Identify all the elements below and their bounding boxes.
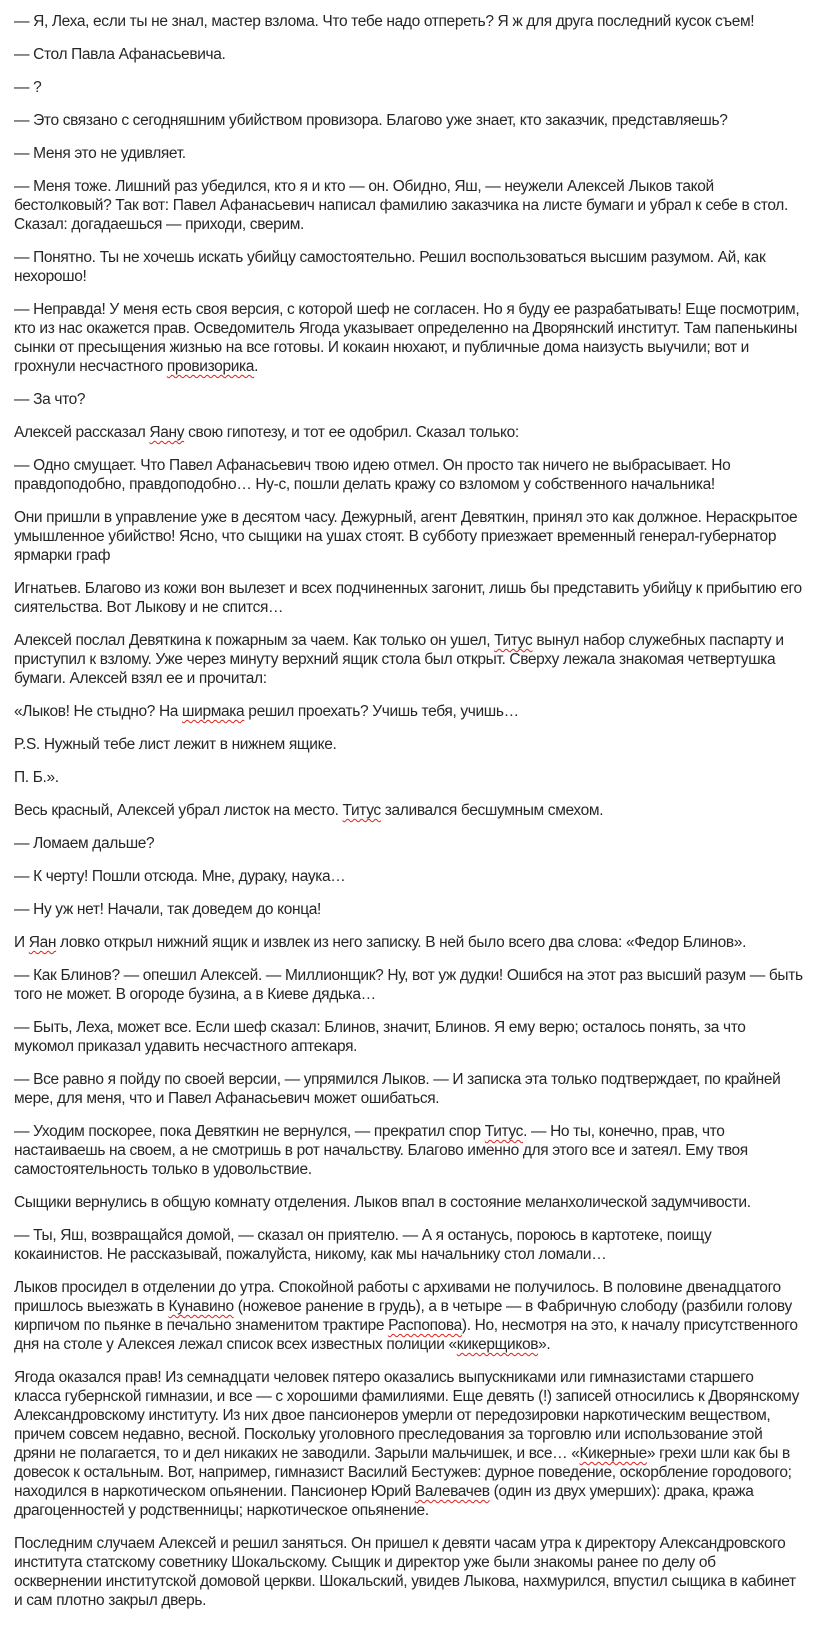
paragraph: Сыщики вернулись в общую комнату отделения. Лыков впал в состояние меланхолической задумчивости. — [14, 1194, 751, 1211]
paragraph: — Меня тоже. Лишний раз убедился, кто я и кто — он. Обидно, Яш, — неужели Алексей Лыков такой бестолковый? Так вот: Павел Афанасьевич написал фамилию заказчика на листе бумаги и убрал к себе в стол. Сказал: догадаешься — приходи, сверим. — [14, 178, 788, 233]
paragraph: Ягода оказался прав! Из семнадцати человек пятеро оказались выпускниками или гимназистами старшего класса губернской гимназии, и все — с хорошими фамилиями. Еще девять (!) записей относились к Дворянскому Александровскому институту. Из них двое пансионеров умерли от передозировки наркотическим веществом, причем совсем недавно, весной. Поскольку уголовного преследования за торговлю или использование этой дряни не полагается, то и дел никаких не заводили. Зарыли мальчишек, и все… «Кикерные» грехи шли как бы в довесок к остальным. Вот, например, гимназист Василий Бестужев: дурное поведение, оскорбление городового; находился в наркотическом опьянении. Пансионер Юрий Валевачев (один из двух умерших): драка, кража драгоценностей у родственницы; наркотическое опьянение. — [14, 1369, 799, 1519]
misspelled-word: Яан — [28, 934, 57, 951]
misspelled-word: Титус — [494, 632, 533, 649]
misspelled-word: ширмака — [182, 703, 245, 720]
paragraph: — Меня это не удивляет. — [14, 145, 186, 162]
misspelled-word: Титус — [484, 1123, 524, 1140]
paragraph: Весь красный, Алексей убрал листок на место. Титус заливался бесшумным смехом. — [14, 802, 604, 819]
paragraph: — Уходим поскорее, пока Девяткин не вернулся, — прекратил спор Титус. — Но ты, конечно, прав, что настаиваешь на своем, а не смотришь в рот начальству. Благово именно для этого все и затеял. Ему твоя самостоятельность только в удовольствие. — [14, 1123, 748, 1178]
paragraph: — Ну уж нет! Начали, так доведем до конца! — [14, 901, 321, 918]
paragraph: Алексей послал Девяткина к пожарным за чаем. Как только он ушел, Титус вынул набор служебных паспарту и приступил к взлому. Уже через минуту верхний ящик стола был открыт. Сверху лежала знакомая четвертушка бумаги. Алексей взял ее и прочитал: — [14, 632, 784, 687]
paragraph: — К черту! Пошли отсюда. Мне, дураку, наука… — [14, 868, 346, 885]
misspelled-word: Распопова — [388, 1317, 462, 1334]
misspelled-word: Яану — [149, 424, 185, 441]
paragraph: P.S. Нужный тебе лист лежит в нижнем ящике. — [14, 736, 337, 753]
paragraph: «Лыков! Не стыдно? На ширмака решил проехать? Учишь тебя, учишь… — [14, 703, 519, 720]
misspelled-word: провизорика — [166, 358, 255, 375]
paragraph: — Понятно. Ты не хочешь искать убийцу самостоятельно. Решил воспользоваться высшим разумом. Ай, как нехорошо! — [14, 249, 766, 285]
misspelled-word: кикерщиков — [456, 1336, 539, 1353]
paragraph: Лыков просидел в отделении до утра. Спокойной работы с архивами не получилось. В половине двенадцатого пришлось выезжать в Кунавино (ножевое ранение в грудь), а в четыре — в Фабричную слободу (разбили голову кирпичом по пьянке в печально знаменитом трактире Распопова). Но, несмотря на это, к началу присутственного дня на столе у Алексея лежал список всех известных полиции «кикерщиков». — [14, 1279, 798, 1353]
paragraph: — За что? — [14, 391, 86, 408]
paragraph: — Это связано с сегодняшним убийством провизора. Благово уже знает, кто заказчик, представляешь? — [14, 112, 728, 129]
paragraph: — Одно смущает. Что Павел Афанасьевич твою идею отмел. Он просто так ничего не выбрасывает. Но правдоподобно, правдоподобно… Ну-с, пошли делать кражу со взломом у собственного начальника! — [14, 457, 731, 493]
misspelled-word: Кикерные — [579, 1445, 647, 1462]
paragraph: — Стол Павла Афанасьевича. — [14, 46, 226, 63]
misspelled-word: Валевачев — [414, 1483, 490, 1500]
paragraph: — Я, Леха, если ты не знал, мастер взлома. Что тебе надо отпереть? Я ж для друга последний кусок съем! — [14, 13, 755, 30]
paragraph: Они пришли в управление уже в десятом часу. Дежурный, агент Девяткин, принял это как должное. Нераскрытое умышленное убийство! Ясно, что сыщики на ушах стоят. В субботу приезжает временный генерал-губернатор ярмарки граф — [14, 509, 798, 564]
paragraph: Алексей рассказал Яану свою гипотезу, и тот ее одобрил. Сказал только: — [14, 424, 519, 441]
paragraph: — ? — [14, 79, 42, 96]
text-column — [14, 12, 803, 1610]
paragraph: — Быть, Леха, может все. Если шеф сказал: Блинов, значит, Блинов. Я ему верю; осталось понять, за что мукомол приказал удавить несчастного аптекаря. — [14, 1019, 746, 1055]
paragraph: — Ты, Яш, возвращайся домой, — сказал он приятелю. — А я останусь, пороюсь в картотеке, поищу кокаинистов. Не рассказывай, пожалуйста, никому, как мы начальнику стол ломали… — [14, 1227, 712, 1263]
paragraph: Последним случаем Алексей и решил заняться. Он пришел к девяти часам утра к директору Александровского института статскому советнику Шокальскому. Сыщик и директор уже были знакомы ранее по делу об осквернении институтской домовой церкви. Шокальский, увидев Лыкова, нахмурился, впустил сыщика в кабинет и сам плотно закрыл дверь. — [14, 1535, 796, 1609]
misspelled-word: Кунавино — [168, 1298, 234, 1315]
paragraph: Игнатьев. Благово из кожи вон вылезет и всех подчиненных загонит, лишь бы представить убийцу к прибытию его сиятельства. Вот Лыкову и не спится… — [14, 580, 802, 616]
paragraph: — Неправда! У меня есть своя версия, с которой шеф не согласен. Но я буду ее разрабатывать! Еще посмотрим, кто из нас окажется прав. Осведомитель Ягода указывает определенно на Дворянский институт. Там папенькины сынки от пресыщения жизнью на все готовы. И кокаин нюхают, и публичные дома наизусть выучили; вот и грохнули несчастного провизорика. — [14, 301, 800, 375]
paragraph: И Яан ловко открыл нижний ящик и извлек из него записку. В ней было всего два слова: «Федор Блинов». — [14, 934, 747, 951]
misspelled-word: Титус — [342, 802, 381, 819]
paragraph: — Все равно я пойду по своей версии, — упрямился Лыков. — И записка эта только подтверждает, по крайней мере, для меня, что и Павел Афанасьевич может ошибаться. — [14, 1071, 781, 1107]
paragraph: — Ломаем дальше? — [14, 835, 155, 852]
paragraph: П. Б.». — [14, 769, 59, 786]
paragraph: — Как Блинов? — опешил Алексей. — Миллионщик? Ну, вот уж дудки! Ошибся на этот раз высший разум — быть того не может. В огороде бузина, а в Киеве дядька… — [14, 967, 803, 1003]
